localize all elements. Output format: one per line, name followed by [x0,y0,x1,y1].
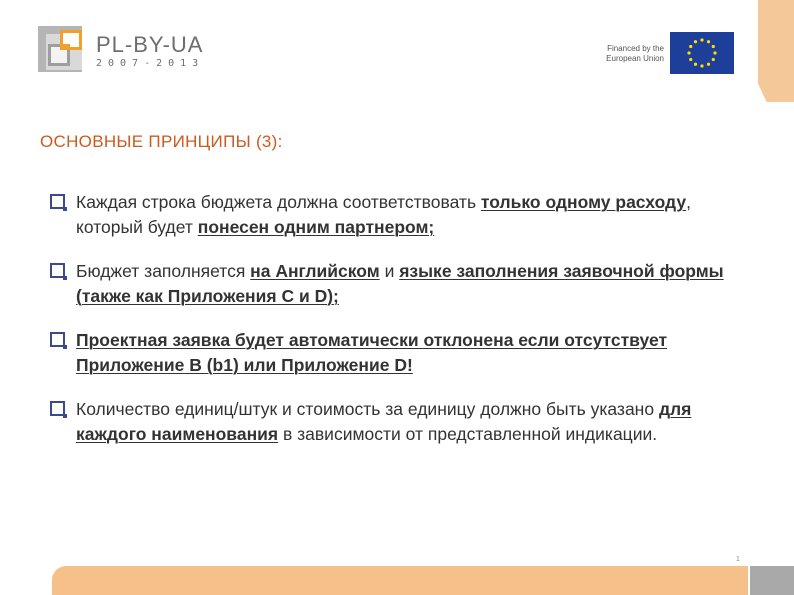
checkbox-icon [50,194,65,209]
bullet-text: Каждая строка бюджета должна соответствовать [76,192,481,212]
eu-star [694,63,697,66]
bullet-item [50,328,740,378]
bullet-text: Бюджет заполняется [76,261,251,281]
eu-star [707,40,710,43]
bullet-text: Количество единиц/штук и стоимость за единицу должно быть указано [76,399,659,419]
decorative-side-bar [758,0,794,102]
checkbox-icon [50,332,65,347]
eu-star [694,40,697,43]
page-number: 1 [736,556,740,563]
bullet-list [50,190,740,466]
checkbox-icon [50,401,65,416]
bullet-item [50,259,740,309]
brand-name: PL-BY-UA [96,32,204,57]
emphasis-text: языке заполнения заявочной формы (также как Приложения C и D); [76,261,724,306]
eu-star [712,58,715,61]
bullet-text: , который будет [76,192,691,237]
eu-star [707,63,710,66]
eu-funding-text: Financed by the European Union [606,44,664,63]
bullet-item [50,397,740,447]
bullet-item [50,190,740,240]
eu-stars [670,32,734,74]
eu-star [700,38,703,41]
eu-star [700,64,703,67]
emphasis-text: только одному расходу [480,192,687,212]
slide-title: ОСНОВНЫЕ ПРИНЦИПЫ (3): [40,132,283,151]
logo-overlap [60,44,70,50]
emphasis-text: на Английском [250,261,380,281]
logo [38,26,88,74]
eu-star [713,51,716,54]
checkbox-icon [50,263,65,278]
eu-star [687,51,690,54]
emphasis-text: понесен одним партнером; [197,217,435,237]
eu-star [712,45,715,48]
eu-star [689,45,692,48]
emphasis-text: Проектная заявка будет автоматически отклонена если отсутствует Приложение B (b1) или Приложение D! [76,330,668,375]
emphasis-text: для каждого наименования [76,399,692,444]
footer-bar [52,566,748,595]
brand-years: 2007-2013 [96,58,205,69]
bullet-text: и [379,261,400,281]
eu-star [689,58,692,61]
bullet-text: в зависимости от представленной индикации. [278,424,658,444]
eu-flag-icon [670,32,734,74]
footer-gray-block [750,566,794,595]
